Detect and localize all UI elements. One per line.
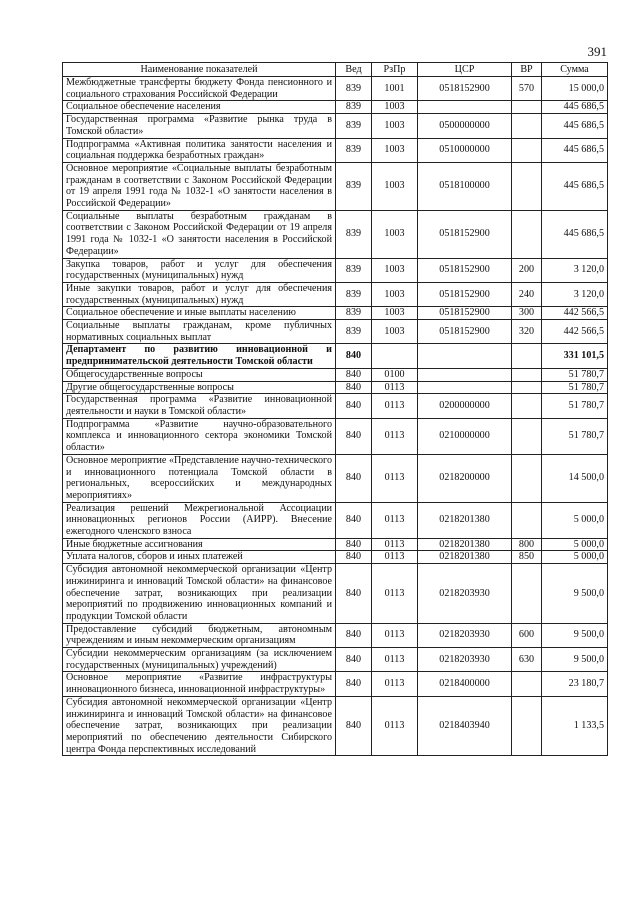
cell-csr: 0218203930 [418, 623, 512, 647]
table-row [63, 368, 608, 381]
cell-ved: 840 [336, 551, 372, 564]
table-row [63, 418, 608, 454]
cell-sum: 5 000,0 [542, 551, 608, 564]
cell-sum: 1 133,5 [542, 696, 608, 756]
table-row [63, 101, 608, 114]
header-ved: Вед [336, 63, 372, 77]
cell-name: Социальные выплаты безработным гражданам в соответствии с Законом Российской Федерации от 19 апреля 1991 года № 1032-1 «О занятости населения в Российской Федерации» [63, 210, 336, 258]
table-row [63, 538, 608, 551]
cell-vr [512, 162, 542, 210]
cell-sum: 445 686,5 [542, 101, 608, 114]
cell-name: Субсидия автономной некоммерческой организации «Центр инжиниринга и инноваций Томской области» на финансовое обеспечение затрат, возникающих при реализации мероприятий по продвижению инновационных компаний и продукции Томской области [63, 564, 336, 624]
cell-sum: 5 000,0 [542, 502, 608, 538]
cell-ved: 840 [336, 418, 372, 454]
cell-vr [512, 502, 542, 538]
cell-csr: 0518152900 [418, 320, 512, 344]
cell-ved: 840 [336, 394, 372, 418]
cell-rzpr: 0113 [372, 564, 418, 624]
cell-sum: 9 500,0 [542, 564, 608, 624]
cell-csr [418, 101, 512, 114]
cell-name: Иные бюджетные ассигнования [63, 538, 336, 551]
cell-name: Социальные выплаты гражданам, кроме публичных нормативных социальных выплат [63, 320, 336, 344]
cell-name: Подпрограмма «Активная политика занятости населения и социальная поддержка безработных граждан» [63, 138, 336, 162]
cell-name: Субсидия автономной некоммерческой организации «Центр инжиниринга и инноваций Томской области» на финансовое обеспечение затрат, возникающих при реализации мероприятий по обеспечению деятельности Сибирского центра Фонда перспективных исследований [63, 696, 336, 756]
cell-rzpr: 1003 [372, 138, 418, 162]
cell-ved: 839 [336, 258, 372, 282]
cell-name: Департамент по развитию инновационной и предпринимательской деятельности Томской области [63, 344, 336, 368]
header-rzpr: РзПр [372, 63, 418, 77]
cell-sum: 445 686,5 [542, 210, 608, 258]
cell-sum: 51 780,7 [542, 381, 608, 394]
cell-ved: 840 [336, 696, 372, 756]
table-row [63, 138, 608, 162]
cell-rzpr: 0113 [372, 418, 418, 454]
cell-ved: 840 [336, 454, 372, 502]
cell-csr: 0218403940 [418, 696, 512, 756]
table-row [63, 648, 608, 672]
cell-ved: 839 [336, 320, 372, 344]
cell-sum: 23 180,7 [542, 672, 608, 696]
cell-csr: 0518100000 [418, 162, 512, 210]
cell-sum: 9 500,0 [542, 648, 608, 672]
table-row [63, 77, 608, 101]
cell-name: Государственная программа «Развитие инновационной деятельности и науки в Томской области» [63, 394, 336, 418]
cell-csr: 0218203930 [418, 564, 512, 624]
cell-name: Закупка товаров, работ и услуг для обеспечения государственных (муниципальных) нужд [63, 258, 336, 282]
cell-csr: 0518152900 [418, 77, 512, 101]
cell-ved: 839 [336, 101, 372, 114]
cell-rzpr: 1003 [372, 320, 418, 344]
table-row [63, 307, 608, 320]
cell-csr: 0518152900 [418, 258, 512, 282]
cell-csr: 0218201380 [418, 551, 512, 564]
cell-ved: 840 [336, 368, 372, 381]
cell-csr: 0218400000 [418, 672, 512, 696]
table-row [63, 564, 608, 624]
cell-ved: 839 [336, 114, 372, 138]
header-sum: Сумма [542, 63, 608, 77]
table-row [63, 551, 608, 564]
cell-name: Основное мероприятие «Социальные выплаты безработным гражданам в соответствии с Законом Российской Федерации от 19 апреля 1991 года № 1032-1 «О занятости населения в Российской Федерации» [63, 162, 336, 210]
cell-rzpr: 1003 [372, 258, 418, 282]
cell-vr [512, 101, 542, 114]
table-row [63, 623, 608, 647]
cell-ved: 840 [336, 538, 372, 551]
cell-csr [418, 344, 512, 368]
cell-sum: 3 120,0 [542, 258, 608, 282]
cell-vr: 800 [512, 538, 542, 551]
cell-vr: 630 [512, 648, 542, 672]
cell-csr: 0218201380 [418, 538, 512, 551]
cell-csr: 0518152900 [418, 307, 512, 320]
cell-name: Предоставление субсидий бюджетным, автономным учреждениям и иным некоммерческим организациям [63, 623, 336, 647]
cell-vr: 320 [512, 320, 542, 344]
cell-sum: 51 780,7 [542, 418, 608, 454]
cell-ved: 840 [336, 564, 372, 624]
cell-rzpr: 1003 [372, 114, 418, 138]
cell-rzpr: 1003 [372, 101, 418, 114]
cell-sum: 3 120,0 [542, 282, 608, 306]
cell-rzpr: 0113 [372, 381, 418, 394]
cell-vr [512, 394, 542, 418]
cell-csr: 0218201380 [418, 502, 512, 538]
cell-ved: 840 [336, 344, 372, 368]
cell-vr: 240 [512, 282, 542, 306]
cell-rzpr: 1003 [372, 162, 418, 210]
table-row [63, 672, 608, 696]
header-name: Наименование показателей [63, 63, 336, 77]
cell-sum: 5 000,0 [542, 538, 608, 551]
cell-ved: 839 [336, 210, 372, 258]
cell-csr: 0510000000 [418, 138, 512, 162]
table-row [63, 210, 608, 258]
cell-csr: 0218200000 [418, 454, 512, 502]
cell-vr [512, 564, 542, 624]
cell-sum: 445 686,5 [542, 162, 608, 210]
cell-rzpr: 0100 [372, 368, 418, 381]
cell-rzpr: 1001 [372, 77, 418, 101]
cell-vr: 600 [512, 623, 542, 647]
cell-name: Основное мероприятие «Развитие инфраструктуры инновационного бизнеса, инновационной инфраструктуры» [63, 672, 336, 696]
cell-csr: 0210000000 [418, 418, 512, 454]
cell-vr: 200 [512, 258, 542, 282]
header-csr: ЦСР [418, 63, 512, 77]
cell-rzpr: 0113 [372, 394, 418, 418]
table-row [63, 502, 608, 538]
cell-ved: 839 [336, 307, 372, 320]
cell-name: Общегосударственные вопросы [63, 368, 336, 381]
cell-rzpr: 0113 [372, 551, 418, 564]
cell-ved: 840 [336, 623, 372, 647]
cell-name: Межбюджетные трансферты бюджету Фонда пенсионного и социального страхования Российской Федерации [63, 77, 336, 101]
cell-csr: 0518152900 [418, 210, 512, 258]
cell-vr [512, 138, 542, 162]
table-row [63, 282, 608, 306]
cell-vr: 300 [512, 307, 542, 320]
cell-sum: 445 686,5 [542, 114, 608, 138]
cell-csr [418, 368, 512, 381]
cell-rzpr: 0113 [372, 696, 418, 756]
cell-name: Государственная программа «Развитие рынка труда в Томской области» [63, 114, 336, 138]
table-body [63, 77, 608, 756]
cell-ved: 839 [336, 77, 372, 101]
cell-name: Реализация решений Межрегиональной Ассоциации инновационных регионов России (АИРР). Внесение ежегодного членского взноса [63, 502, 336, 538]
table-row [63, 162, 608, 210]
cell-name: Подпрограмма «Развитие научно-образовательного комплекса и инновационного сектора экономики Томской области» [63, 418, 336, 454]
table-header-row [63, 63, 608, 77]
table-row [63, 394, 608, 418]
table-row [63, 258, 608, 282]
cell-sum: 9 500,0 [542, 623, 608, 647]
cell-sum: 442 566,5 [542, 320, 608, 344]
table-row [63, 454, 608, 502]
cell-rzpr: 0113 [372, 623, 418, 647]
cell-rzpr: 0113 [372, 454, 418, 502]
table-row [63, 696, 608, 756]
cell-sum: 15 000,0 [542, 77, 608, 101]
cell-vr [512, 381, 542, 394]
cell-vr [512, 418, 542, 454]
cell-ved: 840 [336, 672, 372, 696]
cell-sum: 51 780,7 [542, 394, 608, 418]
cell-vr [512, 114, 542, 138]
cell-vr [512, 454, 542, 502]
cell-rzpr: 1003 [372, 307, 418, 320]
cell-sum: 51 780,7 [542, 368, 608, 381]
cell-name: Уплата налогов, сборов и иных платежей [63, 551, 336, 564]
cell-vr [512, 344, 542, 368]
cell-sum: 14 500,0 [542, 454, 608, 502]
table-row [63, 320, 608, 344]
cell-sum: 445 686,5 [542, 138, 608, 162]
cell-vr: 850 [512, 551, 542, 564]
cell-rzpr: 0113 [372, 648, 418, 672]
cell-rzpr: 0113 [372, 672, 418, 696]
cell-rzpr: 1003 [372, 210, 418, 258]
cell-sum: 331 101,5 [542, 344, 608, 368]
table-row [63, 381, 608, 394]
table-row [63, 344, 608, 368]
cell-ved: 840 [336, 381, 372, 394]
cell-vr [512, 696, 542, 756]
cell-ved: 839 [336, 138, 372, 162]
cell-vr [512, 672, 542, 696]
cell-csr: 0200000000 [418, 394, 512, 418]
cell-vr: 570 [512, 77, 542, 101]
cell-rzpr: 0113 [372, 502, 418, 538]
cell-vr [512, 210, 542, 258]
budget-table [62, 62, 608, 756]
cell-rzpr [372, 344, 418, 368]
cell-ved: 839 [336, 162, 372, 210]
cell-name: Другие общегосударственные вопросы [63, 381, 336, 394]
cell-rzpr: 1003 [372, 282, 418, 306]
cell-name: Социальное обеспечение и иные выплаты населению [63, 307, 336, 320]
cell-csr [418, 381, 512, 394]
cell-sum: 442 566,5 [542, 307, 608, 320]
page-number: 391 [587, 44, 607, 59]
cell-vr [512, 368, 542, 381]
table-row [63, 114, 608, 138]
cell-name: Иные закупки товаров, работ и услуг для обеспечения государственных (муниципальных) нужд [63, 282, 336, 306]
cell-csr: 0218203930 [418, 648, 512, 672]
cell-csr: 0500000000 [418, 114, 512, 138]
cell-ved: 840 [336, 648, 372, 672]
cell-rzpr: 0113 [372, 538, 418, 551]
cell-name: Основное мероприятие «Представление научно-технического и инновационного потенциала Томской области в региональных, всероссийских и международных мероприятиях» [63, 454, 336, 502]
cell-ved: 839 [336, 282, 372, 306]
header-vr: ВР [512, 63, 542, 77]
cell-csr: 0518152900 [418, 282, 512, 306]
cell-ved: 840 [336, 502, 372, 538]
cell-name: Субсидии некоммерческим организациям (за исключением государственных (муниципальных) учреждений) [63, 648, 336, 672]
cell-name: Социальное обеспечение населения [63, 101, 336, 114]
